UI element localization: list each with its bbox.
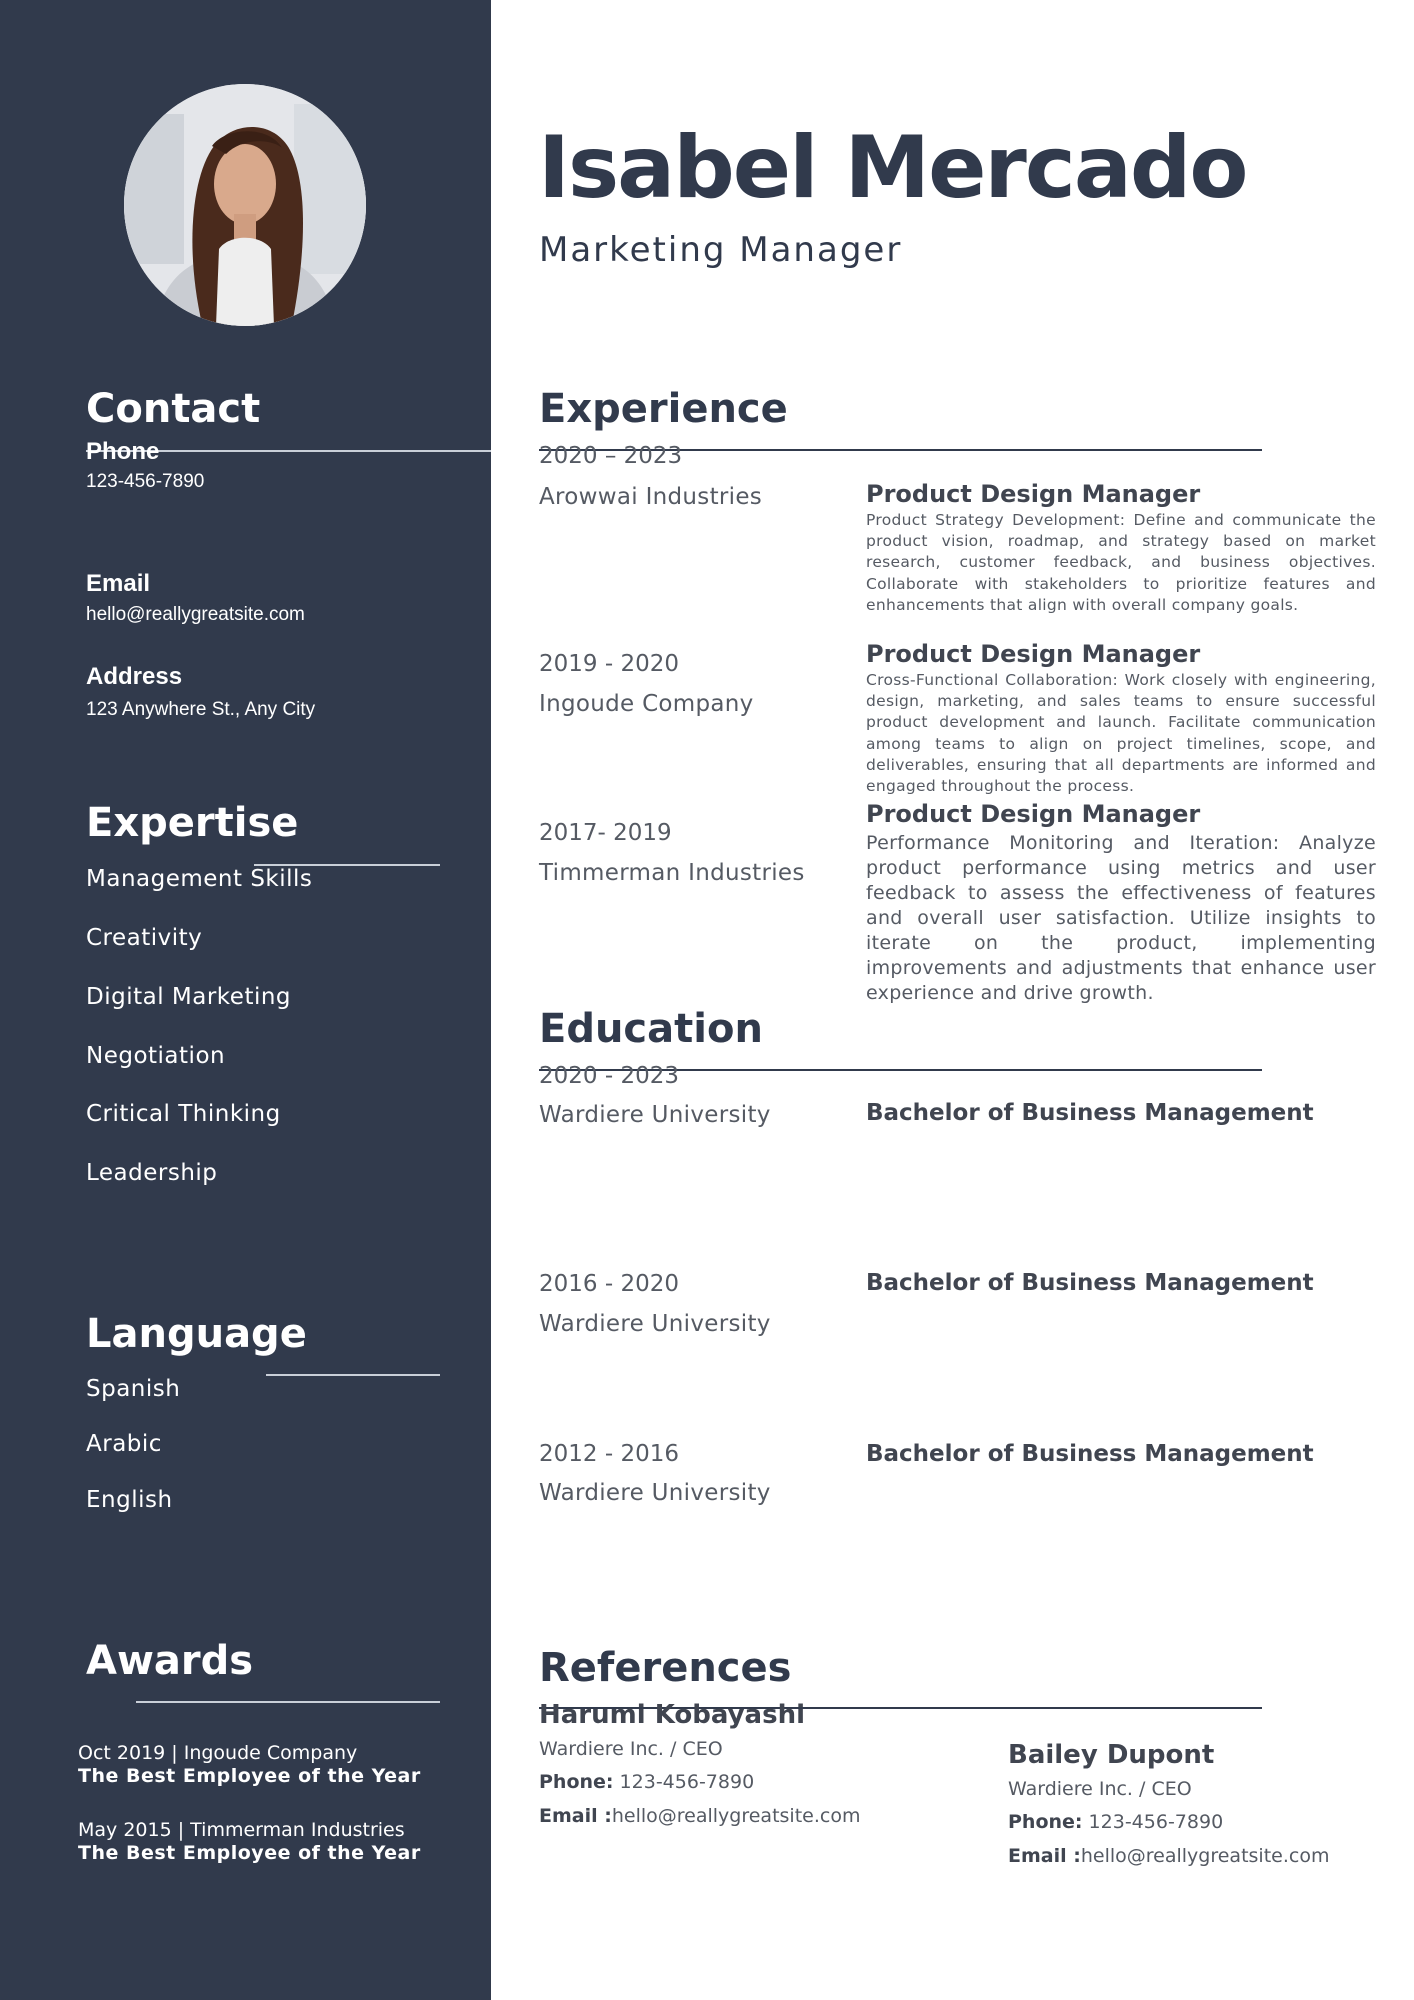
reference-email [1008,1845,1329,1867]
reference-name: Bailey Dupont [1008,1740,1215,1770]
expertise-item: Negotiation [86,1043,226,1069]
education-degree: Bachelor of Business Management [866,1270,1314,1296]
language-item: Arabic [86,1431,162,1457]
expertise-heading: Expertise [86,800,299,846]
reference-email-label: Email : [1008,1845,1081,1867]
expertise-item: Creativity [86,925,203,951]
reference-email-value: hello@reallygreatsite.com [1080,1845,1330,1867]
experience-years: 2019 - 2020 [539,651,679,677]
phone-label: Phone [86,438,160,465]
language-item: English [86,1487,173,1513]
portrait-image [124,84,366,326]
education-degree: Bachelor of Business Management [866,1441,1314,1467]
experience-role: Product Design Manager [866,640,1201,668]
email-value: hello@reallygreatsite.com [86,604,305,625]
job-title: Marketing Manager [539,230,903,270]
awards-divider [136,1701,440,1703]
experience-years: 2017- 2019 [539,820,672,846]
reference-phone-label: Phone: [1008,1811,1083,1833]
experience-description: Product Strategy Development: Define and communicate the product vision, roadmap, and strategy based on market research, customer feedback, and business objectives. Collaborate with stakeholders to prioritize features and enhancements that align with overall company goals. [866,511,1376,614]
award-date: Oct 2019 | Ingoude Company [78,1742,358,1764]
language-item: Spanish [86,1376,181,1402]
award-title: The Best Employee of the Year [78,1842,421,1864]
expertise-item: Leadership [86,1160,218,1186]
reference-email [539,1805,860,1827]
experience-description: Performance Monitoring and Iteration: Analyze product performance using metrics and user feedback to assess the effectiveness of features and overall user satisfaction. Utilize insights to iterate on the product, implementing improvements and adjustments that enhance user experience and drive growth. [866,832,1376,1004]
expertise-item: Critical Thinking [86,1101,281,1127]
award-date: May 2015 | Timmerman Industries [78,1819,405,1841]
expertise-item: Digital Marketing [86,984,292,1010]
language-heading: Language [86,1311,307,1357]
reference-name: Harumi Kobayashi [539,1700,805,1730]
experience-role: Product Design Manager [866,480,1201,508]
experience-company: Timmerman Industries [539,860,805,886]
experience-years: 2020 – 2023 [539,443,683,469]
experience-company: Ingoude Company [539,691,754,717]
reference-phone-value: 123-456-7890 [613,1771,755,1793]
education-school: Wardiere University [539,1102,771,1128]
experience-heading: Experience [539,386,788,432]
experience-role: Product Design Manager [866,800,1201,828]
reference-phone-value: 123-456-7890 [1082,1811,1224,1833]
profile-photo [124,84,366,326]
awards-heading: Awards [86,1638,254,1684]
education-degree: Bachelor of Business Management [866,1100,1314,1126]
contact-heading: Contact [86,386,261,432]
reference-company: Wardiere Inc. / CEO [1008,1778,1192,1800]
education-school: Wardiere University [539,1311,771,1337]
education-years: 2012 - 2016 [539,1441,679,1467]
education-years: 2020 - 2023 [539,1063,679,1089]
address-value: 123 Anywhere St., Any City [86,699,316,720]
references-heading: References [539,1645,792,1691]
reference-email-value: hello@reallygreatsite.com [611,1805,861,1827]
award-title: The Best Employee of the Year [78,1765,421,1787]
email-label: Email [86,570,151,597]
reference-email-label: Email : [539,1805,612,1827]
expertise-item: Management Skills [86,866,313,892]
language-divider [266,1374,440,1376]
reference-phone [539,1771,754,1793]
education-years: 2016 - 2020 [539,1271,679,1297]
education-school: Wardiere University [539,1480,771,1506]
reference-phone [1008,1811,1223,1833]
experience-company: Arowwai Industries [539,484,763,510]
education-heading: Education [539,1006,763,1052]
reference-phone-label: Phone: [539,1771,614,1793]
person-name: Isabel Mercado [538,118,1247,218]
phone-value: 123-456-7890 [86,471,205,492]
address-label: Address [86,663,183,690]
experience-description: Cross-Functional Collaboration: Work closely with engineering, design, marketing, and sales teams to ensure successful product development and launch. Facilitate communication among teams to align on project timelines, scope, and deliverables, ensuring that all departments are informed and engaged throughout the process. [866,671,1376,796]
reference-company: Wardiere Inc. / CEO [539,1738,723,1760]
